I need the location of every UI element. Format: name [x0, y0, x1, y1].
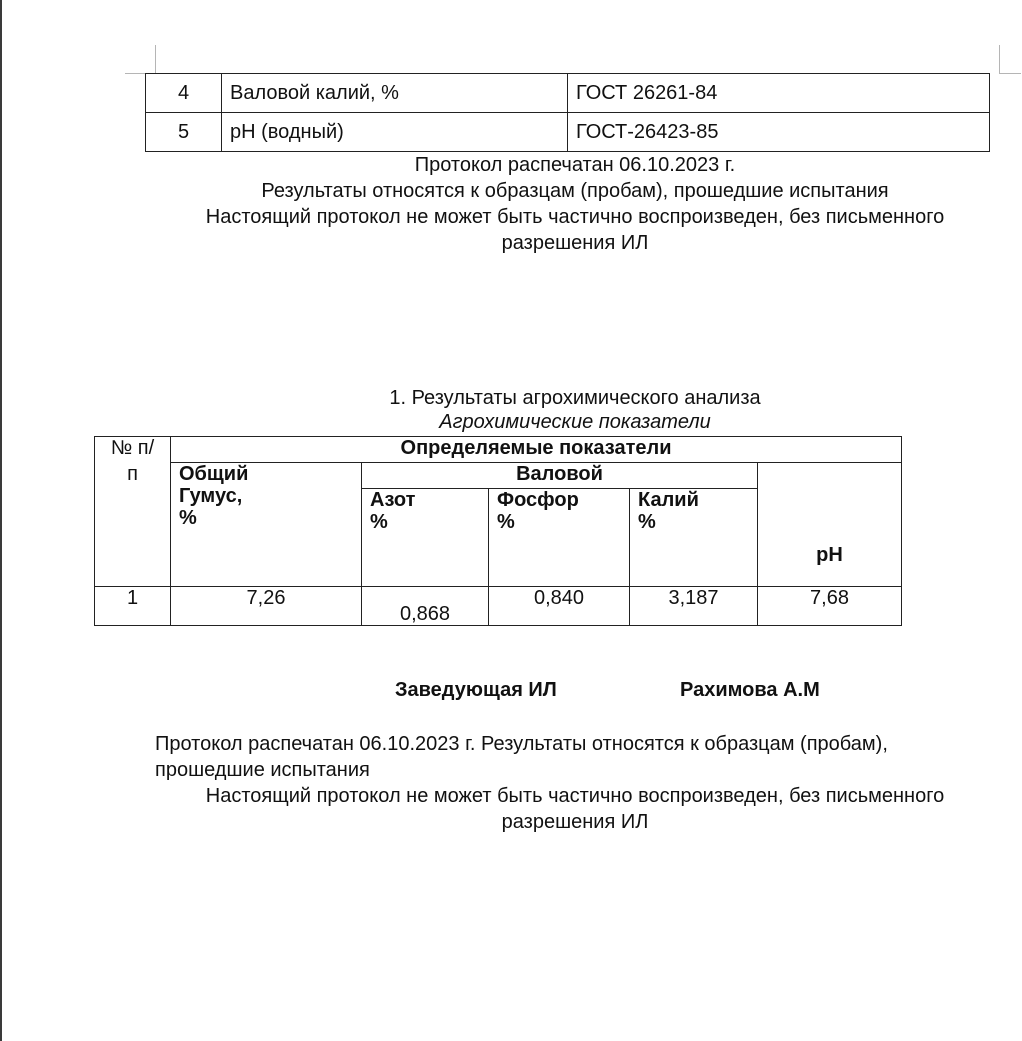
header-potassium-line2: %: [638, 511, 656, 533]
footer-line-4: разрешения ИЛ: [501, 811, 649, 833]
methods-table: [145, 73, 990, 152]
header-row: [95, 437, 902, 463]
header-phosphorus-line1: Фосфор: [497, 489, 579, 511]
method-standard: ГОСТ 26261-84: [568, 74, 990, 113]
header-phosphorus: [489, 489, 630, 587]
header-number: [95, 437, 171, 587]
signature-title: Заведующая ИЛ: [395, 679, 557, 701]
section-title: 1. Результаты агрохимического анализа: [389, 387, 761, 409]
cell-ph: 7,68: [758, 587, 902, 626]
section-subtitle: Агрохимические показатели: [439, 411, 711, 433]
section-heading: [300, 386, 850, 434]
header-nitrogen-line1: Азот: [370, 489, 416, 511]
header-number-line1: № п/: [110, 437, 155, 459]
header-gross: Валовой: [362, 463, 758, 489]
margin-corner-mark-left-v: [155, 45, 156, 74]
footer-line-3: Настоящий протокол не может быть частично воспроизведен, без письменного: [205, 785, 945, 807]
header-humus: [171, 463, 362, 587]
cell-phosphorus: 0,840: [489, 587, 630, 626]
cell-potassium: 3,187: [630, 587, 758, 626]
page-left-edge: [0, 0, 2, 1041]
results-table: [94, 436, 902, 626]
header-humus-line2: Гумус,: [179, 485, 243, 507]
copy-notice-cont: разрешения ИЛ: [501, 232, 649, 254]
header-ph: pH: [758, 463, 902, 587]
margin-corner-mark-right-v: [999, 45, 1000, 74]
header-nitrogen-line2: %: [370, 511, 388, 533]
cell-humus: 7,26: [171, 587, 362, 626]
results-note: Результаты относятся к образцам (пробам), прошедшие испытания: [261, 180, 889, 202]
header-nitrogen: [362, 489, 489, 587]
header-row: [95, 463, 902, 489]
notice-top: [155, 152, 995, 256]
copy-notice: Настоящий протокол не может быть частично воспроизведен, без письменного: [205, 206, 945, 228]
margin-corner-mark-right-h: [999, 73, 1021, 74]
row-number: 4: [146, 74, 222, 113]
cell-number: 1: [95, 587, 171, 626]
table-row: [95, 587, 902, 626]
header-potassium-line1: Калий: [638, 489, 699, 511]
table-row: [146, 74, 990, 113]
header-phosphorus-line2: %: [497, 511, 515, 533]
indicator-name: pH (водный): [222, 113, 568, 152]
signature-name: Рахимова А.М: [680, 679, 820, 701]
printed-date: Протокол распечатан 06.10.2023 г.: [414, 154, 736, 176]
row-number: 5: [146, 113, 222, 152]
header-number-line2: п: [127, 463, 138, 485]
notice-footer: [155, 731, 995, 835]
header-potassium: [630, 489, 758, 587]
indicator-name: Валовой калий, %: [222, 74, 568, 113]
method-standard: ГОСТ-26423-85: [568, 113, 990, 152]
footer-line-1: Протокол распечатан 06.10.2023 г. Результаты относятся к образцам (пробам),: [155, 733, 888, 755]
header-humus-line3: %: [179, 507, 197, 529]
header-humus-line1: Общий: [179, 463, 249, 485]
table-row: [146, 113, 990, 152]
cell-nitrogen: 0,868: [362, 587, 489, 626]
footer-line-2: прошедшие испытания: [155, 759, 370, 781]
header-indicators: Определяемые показатели: [171, 437, 902, 463]
